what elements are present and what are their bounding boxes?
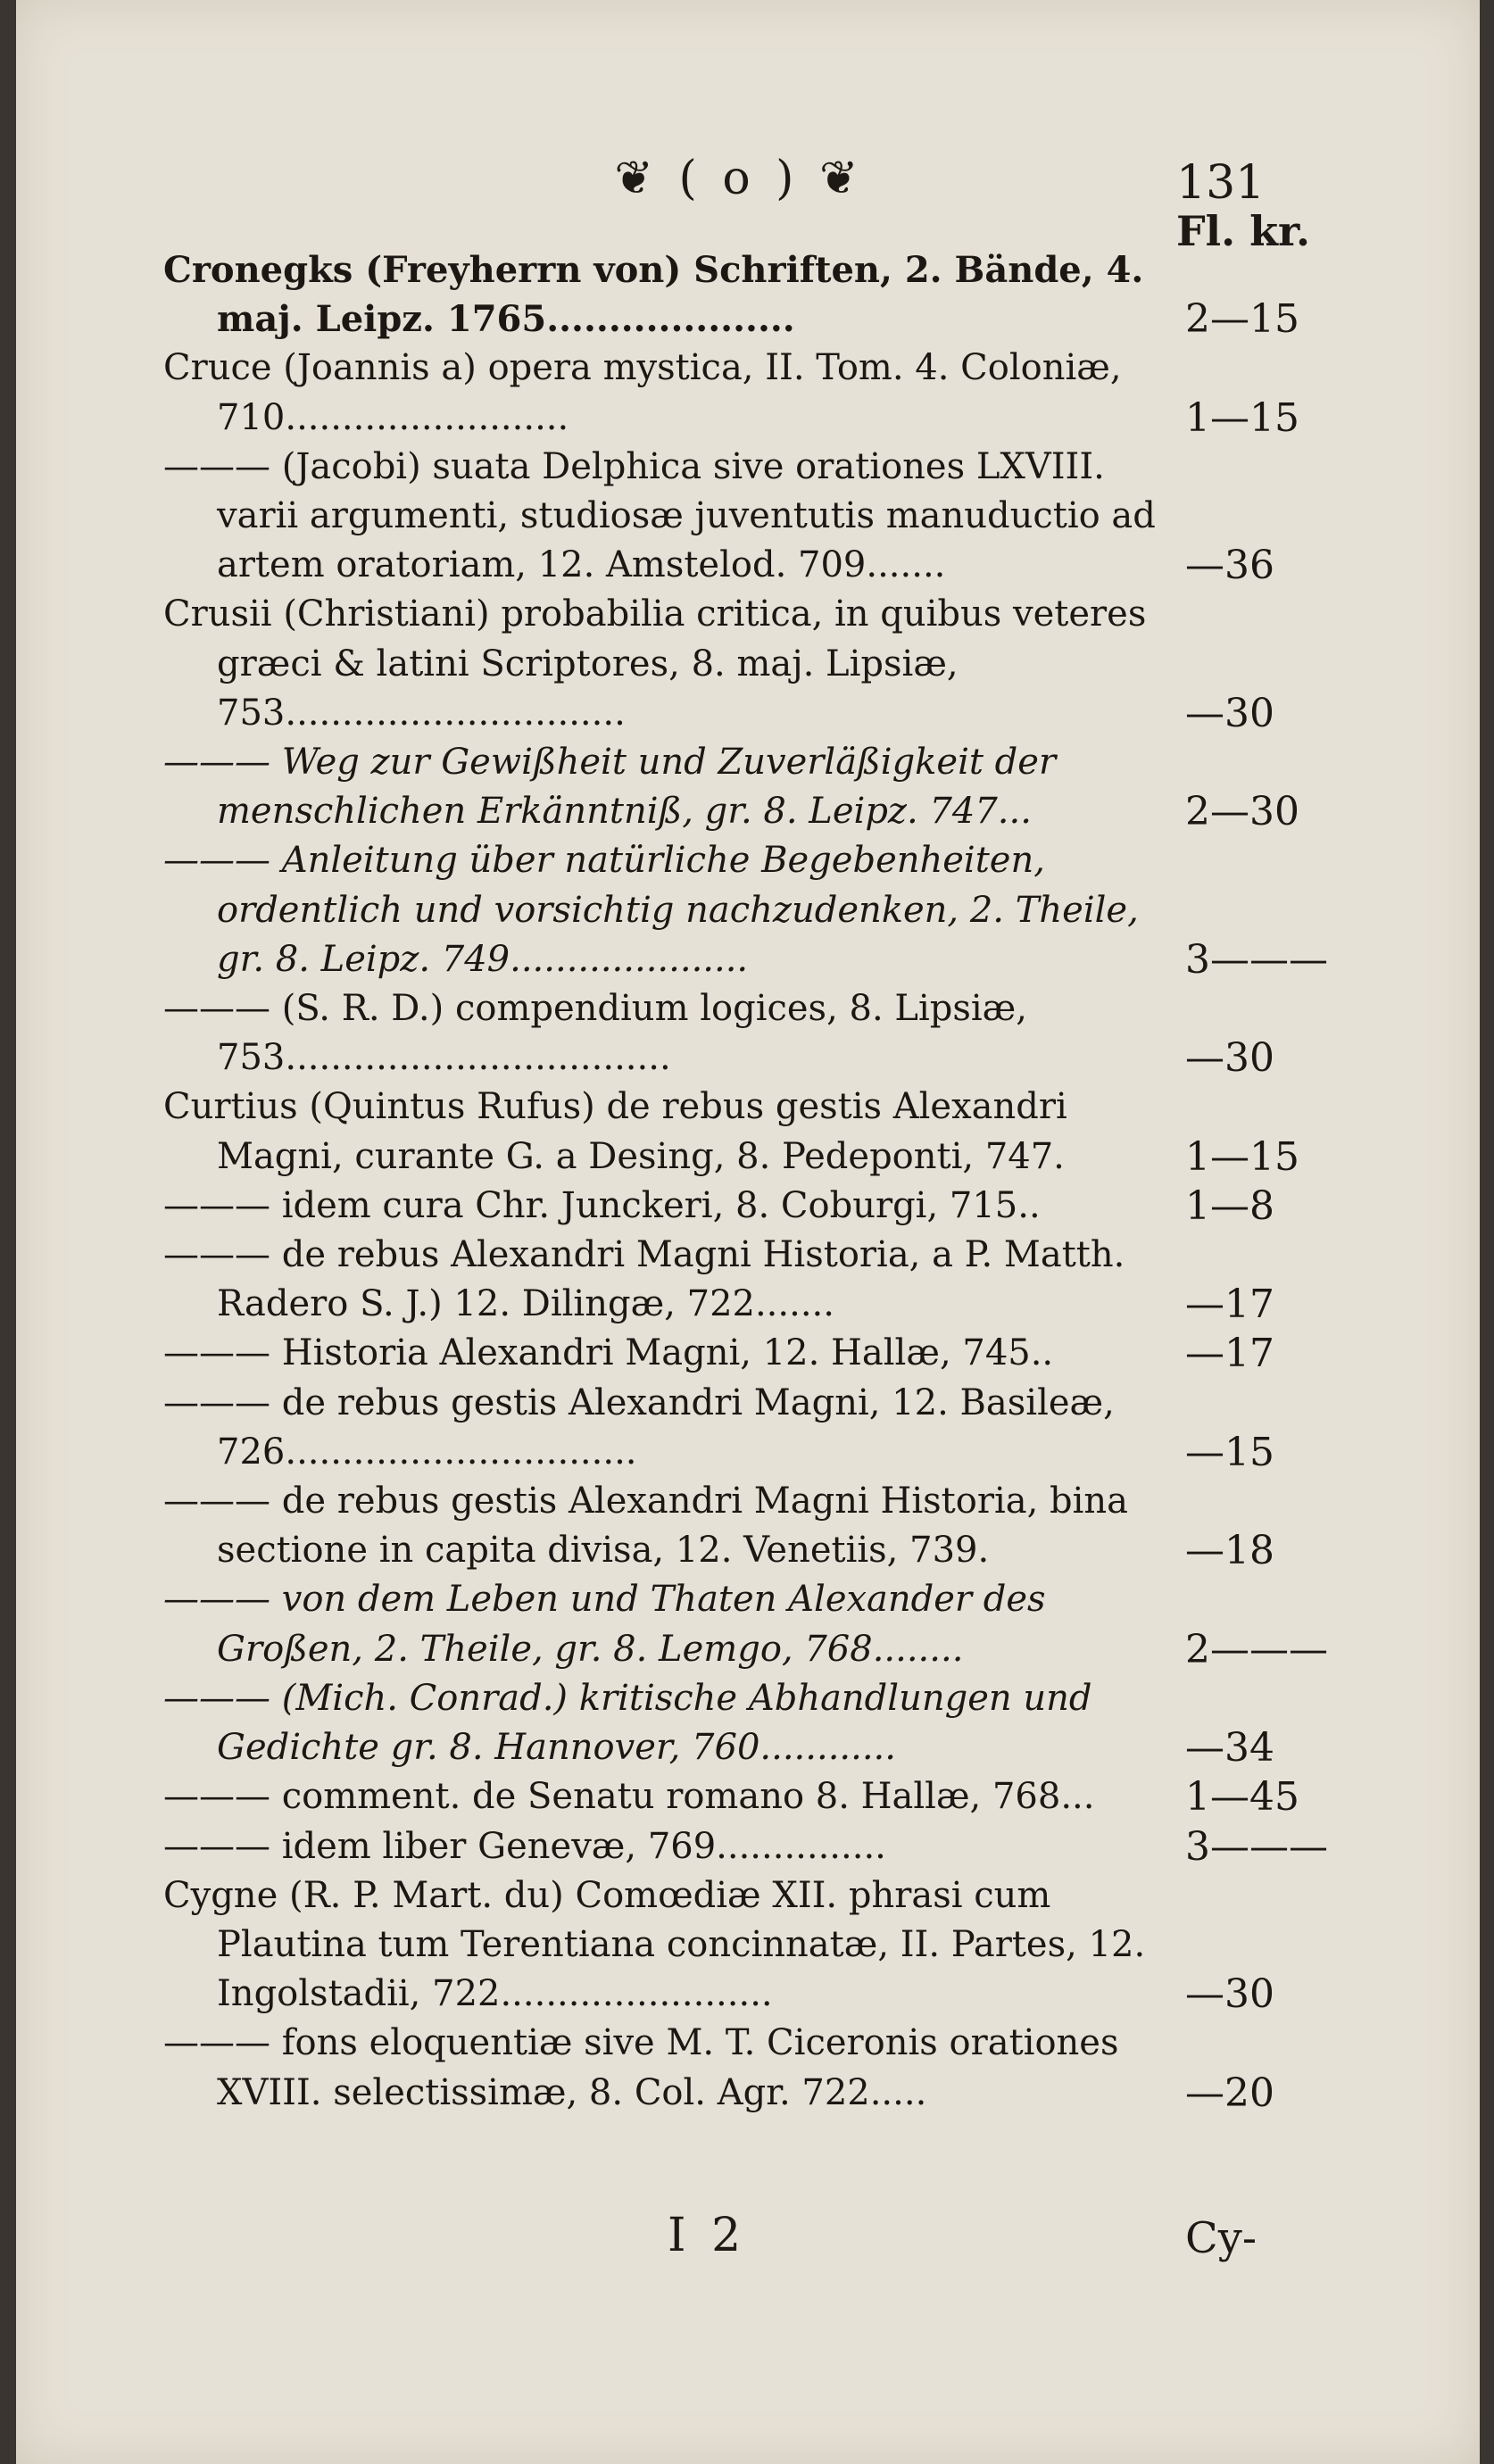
entry-price: —15 (1185, 1429, 1274, 1475)
entry-text: ——— idem liber Genevæ, 769............... (163, 1825, 886, 1867)
page-header-ornament: ❦ ( o ) ❦ (614, 152, 864, 205)
entry-price: 2—30 (1185, 789, 1299, 835)
entry-text: ——— Weg zur Gewißheit und Zuverläßigkeit der menschlichen Erkänntniß, gr. 8. Leipz. 747... (163, 742, 1057, 833)
entry-price: 1—15 (1185, 394, 1299, 441)
entry-price: —18 (1185, 1528, 1274, 1574)
entry-price: —17 (1185, 1331, 1274, 1377)
catalog-entry (163, 1871, 1448, 2020)
entry-text: ——— Historia Alexandri Magni, 12. Hallæ, 745.. (163, 1332, 1054, 1374)
entry-text: ——— (S. R. D.) compendium logices, 8. Lipsiæ, 753.................................. (163, 988, 1027, 1079)
entry-text: ——— de rebus Alexandri Magni Historia, a P. Matth. Radero S. J.) 12. Dilingæ, 722....... (163, 1234, 1125, 1325)
entry-price: —36 (1185, 543, 1274, 589)
entry-price: 3——— (1185, 936, 1328, 983)
entry-price: 1—8 (1185, 1182, 1274, 1229)
entry-text: ——— Anleitung über natürliche Begebenheiten, ordentlich und vorsichtig nachzudenken, 2. Theile, gr. 8. Leipz. 749..................... (163, 840, 1139, 980)
catalog-entry (163, 1772, 1448, 1821)
catchword: Cy- (1185, 2213, 1257, 2263)
catalog-entries (163, 245, 1448, 2118)
entry-price: 2—15 (1185, 296, 1299, 343)
catalog-entry (163, 1329, 1448, 1378)
catalog-entry (163, 344, 1448, 442)
entry-price: 1—45 (1185, 1774, 1299, 1821)
catalog-entry (163, 738, 1448, 836)
entry-price: —30 (1185, 690, 1274, 736)
entry-price: —30 (1185, 1971, 1274, 2018)
entry-price: —17 (1185, 1282, 1274, 1328)
entry-price: 1—15 (1185, 1133, 1299, 1180)
entry-text: ——— de rebus gestis Alexandri Magni, 12. Basileæ, 726............................... (163, 1381, 1115, 1473)
catalog-entry (163, 590, 1448, 738)
catalog-entry (163, 1182, 1448, 1231)
entry-price: —34 (1185, 1725, 1274, 1771)
entry-text: ——— comment. de Senatu romano 8. Hallæ, 768... (163, 1776, 1095, 1818)
entry-text: ——— von dem Leben und Thaten Alexander des Großen, 2. Theile, gr. 8. Lemgo, 768........ (163, 1579, 1046, 1670)
catalog-entry (163, 984, 1448, 1083)
entry-text: ——— de rebus gestis Alexandri Magni Historia, bina sectione in capita divisa, 12. Venetiis, 739. (163, 1481, 1129, 1572)
catalog-entry (163, 245, 1448, 344)
entry-text: Crusii (Christiani) probabilia critica, in quibus veteres græci & latini Scriptores, 8. maj. Lipsiæ, 753.............................. (163, 593, 1147, 734)
catalog-entry (163, 2019, 1448, 2117)
currency-column-heading: Fl. kr. (1176, 207, 1311, 255)
entry-text: Cronegks (Freyherrn von) Schriften, 2. Bände, 4. maj. Leipz. 1765.................... (163, 249, 1144, 341)
book-page (16, 0, 1480, 2464)
entry-price: —20 (1185, 2070, 1274, 2116)
entry-text: ——— (Mich. Conrad.) kritische Abhandlungen und Gedichte gr. 8. Hannover, 760............ (163, 1677, 1092, 1769)
entry-text: Cruce (Joannis a) opera mystica, II. Tom. 4. Coloniæ, 710......................... (163, 347, 1122, 438)
entry-text: Curtius (Quintus Rufus) de rebus gestis Alexandri Magni, curante G. a Desing, 8. Pedeponti, 747. (163, 1086, 1067, 1177)
catalog-entry (163, 1083, 1448, 1181)
catalog-entry (163, 1674, 1448, 1772)
entry-text: ——— idem cura Chr. Junckeri, 8. Coburgi, 715.. (163, 1184, 1041, 1226)
catalog-entry (163, 1477, 1448, 1575)
catalog-entry (163, 443, 1448, 591)
catalog-entry (163, 1231, 1448, 1329)
signature-mark: I 2 (668, 2209, 747, 2262)
catalog-entry (163, 836, 1448, 984)
entry-text: Cygne (R. P. Mart. du) Comœdiæ XII. phrasi cum Plautina tum Terentiana concinnatæ, II. Partes, 12. Ingolstadii, 722........................ (163, 1874, 1146, 2015)
catalog-entry (163, 1575, 1448, 1673)
entry-price: 2——— (1185, 1626, 1328, 1672)
entry-price: —30 (1185, 1035, 1274, 1082)
entry-text: ——— (Jacobi) suata Delphica sive orationes LXVIII. varii argumenti, studiosæ juventutis manuductio ad artem oratoriam, 12. Amstelod. 709....... (163, 445, 1156, 586)
entry-price: 3——— (1185, 1823, 1328, 1870)
page-number: 131 (1176, 156, 1266, 210)
entry-text: ——— fons eloquentiæ sive M. T. Ciceronis orationes XVIII. selectissimæ, 8. Col. Agr. 722..... (163, 2022, 1119, 2113)
catalog-entry (163, 1379, 1448, 1477)
catalog-entry (163, 1822, 1448, 1871)
